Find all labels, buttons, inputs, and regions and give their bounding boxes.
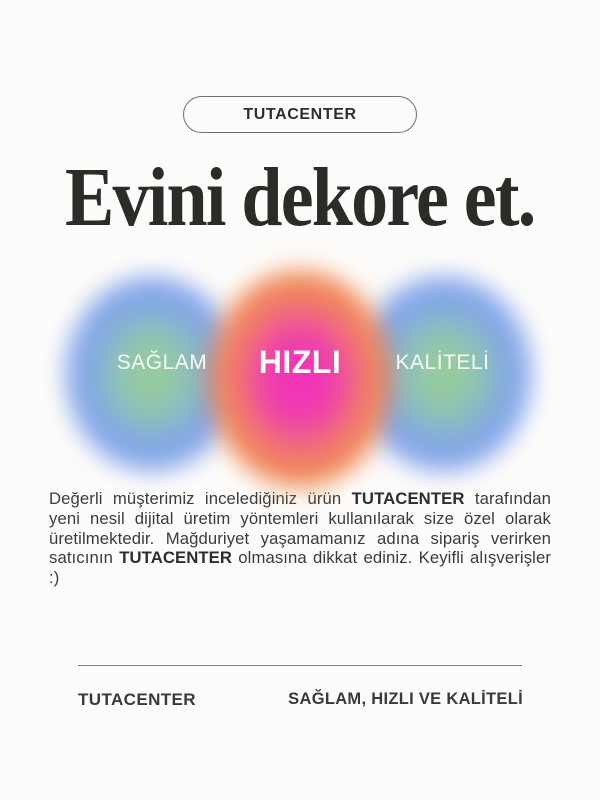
description-brand-1: TUTACENTER <box>351 489 465 508</box>
description-text-2: tarafından yeni nesil dijital üretim yöntemleri kullanılarak size özel olarak üretilmektedir. Mağduriyet yaşamamanız adına sipariş verirken satıcının <box>49 489 551 568</box>
hero-title <box>0 151 600 244</box>
feature-label-hizli: HIZLI <box>258 344 342 380</box>
brand-badge-label: TUTACENTER <box>243 105 357 123</box>
description-text-1: Değerli müşterimiz incelediğiniz ürün <box>49 489 352 508</box>
description-text-3: olmasına dikkat ediniz. Keyifli alışverişler :) <box>49 548 551 588</box>
description-brand-2: TUTACENTER <box>119 548 233 568</box>
footer-brand: TUTACENTER <box>78 690 196 709</box>
feature-label-kaliteli: KALİTELİ <box>395 351 490 374</box>
product-description <box>49 489 551 588</box>
footer-divider <box>78 665 522 666</box>
footer-tagline: SAĞLAM, HIZLI VE KALİTELİ <box>288 690 523 708</box>
hero-title-text: Evini dekore et. <box>65 151 535 244</box>
brand-badge <box>183 96 417 133</box>
feature-label-saglam: SAĞLAM <box>116 351 208 374</box>
